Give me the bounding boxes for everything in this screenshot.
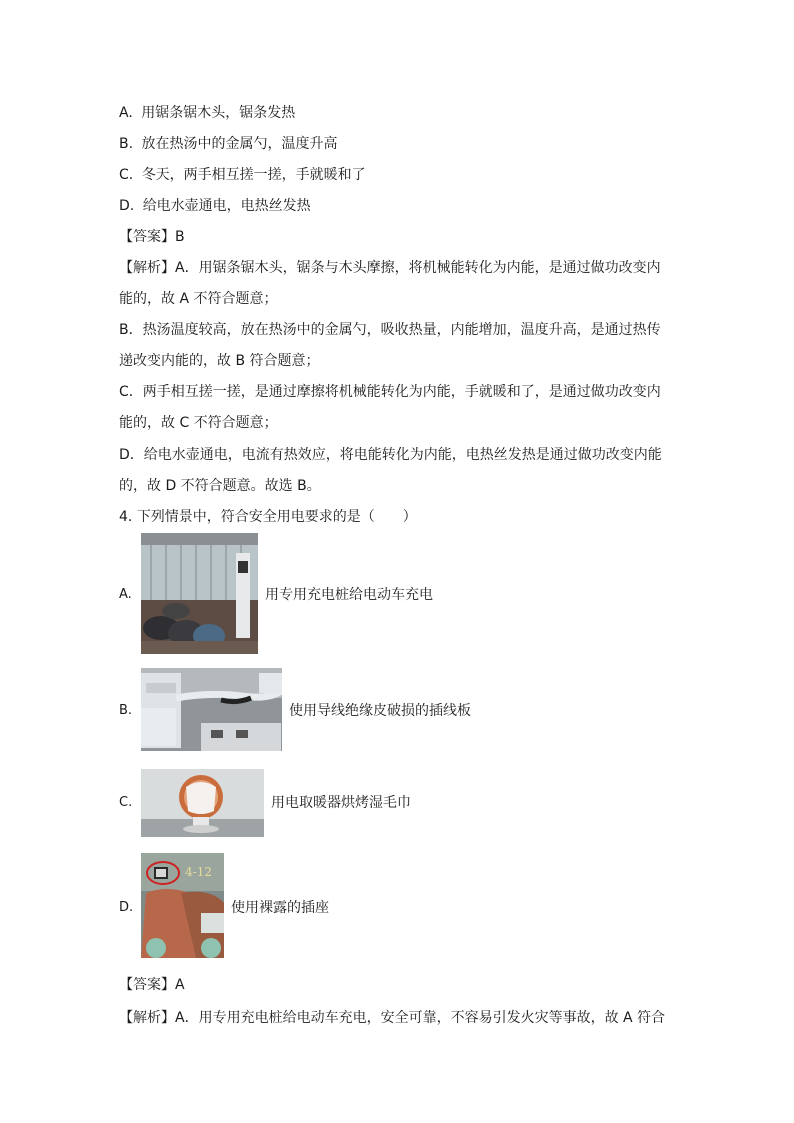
option-letter: B. [119,136,134,152]
q4-answer: 【答案】A [119,977,185,993]
question-stem: 4. 下列情景中，符合安全用电要求的是（ ） [119,509,417,525]
charging-station-photo [141,533,258,654]
option-text: 放在热汤中的金属勺，温度升高 [141,136,338,152]
prev-option-b [119,134,338,154]
option-text: 给电水壶通电，电热丝发热 [142,198,311,214]
q4-analysis-line: 【解析】A．用专用充电桩给电动车充电，安全可靠，不容易引发火灾等事故，故 A 符合 [119,1010,666,1026]
option-letter-a: A. [119,587,132,602]
analysis-line: 能的，故 A 不符合题意； [119,291,278,307]
option-letter: A. [119,105,133,121]
analysis-line: B．热汤温度较高，放在热汤中的金属勺，吸收热量，内能增加，温度升高，是通过热传 [119,322,661,338]
prev-option-c [119,165,366,185]
analysis-line: D．给电水壶通电，电流有热效应，将电能转化为内能，电热丝发热是通过做功改变内能 [119,447,662,463]
option-letter: C. [119,167,134,183]
heater-towel-photo [141,769,264,837]
option-text: 用锯条锯木头，锯条发热 [141,105,296,121]
option-caption-a: 用专用充电桩给电动车充电 [265,587,433,603]
analysis-line: 递改变内能的，故 B 符合题意； [119,353,320,369]
option-caption-c: 用电取暖器烘烤湿毛巾 [271,795,411,811]
photo-label-text: 4-12 [185,865,212,879]
analysis-line: 能的，故 C 不符合题意； [119,415,278,431]
option-text: 冬天，两手相互搓一搓，手就暖和了 [141,167,366,183]
prev-option-d [119,196,311,216]
option-letter-b: B. [119,703,133,718]
option-caption-d: 使用裸露的插座 [231,900,329,916]
option-caption-b: 使用导线绝缘皮破损的插线板 [289,703,471,719]
option-letter-d: D. [119,900,134,915]
prev-answer: 【答案】B [119,229,185,245]
analysis-line: 【解析】A．用锯条锯木头，锯条与木头摩擦，将机械能转化为内能，是通过做功改变内 [119,260,661,276]
damaged-power-strip-photo [141,668,282,751]
option-letter-c: C. [119,795,133,810]
analysis-line: 的，故 D 不符合题意。故选 B。 [119,478,321,494]
prev-option-a [119,103,295,123]
exposed-socket-photo [141,853,224,958]
option-letter: D. [119,198,135,214]
analysis-line: C．两手相互搓一搓，是通过摩擦将机械能转化为内能，手就暖和了，是通过做功改变内 [119,384,661,400]
